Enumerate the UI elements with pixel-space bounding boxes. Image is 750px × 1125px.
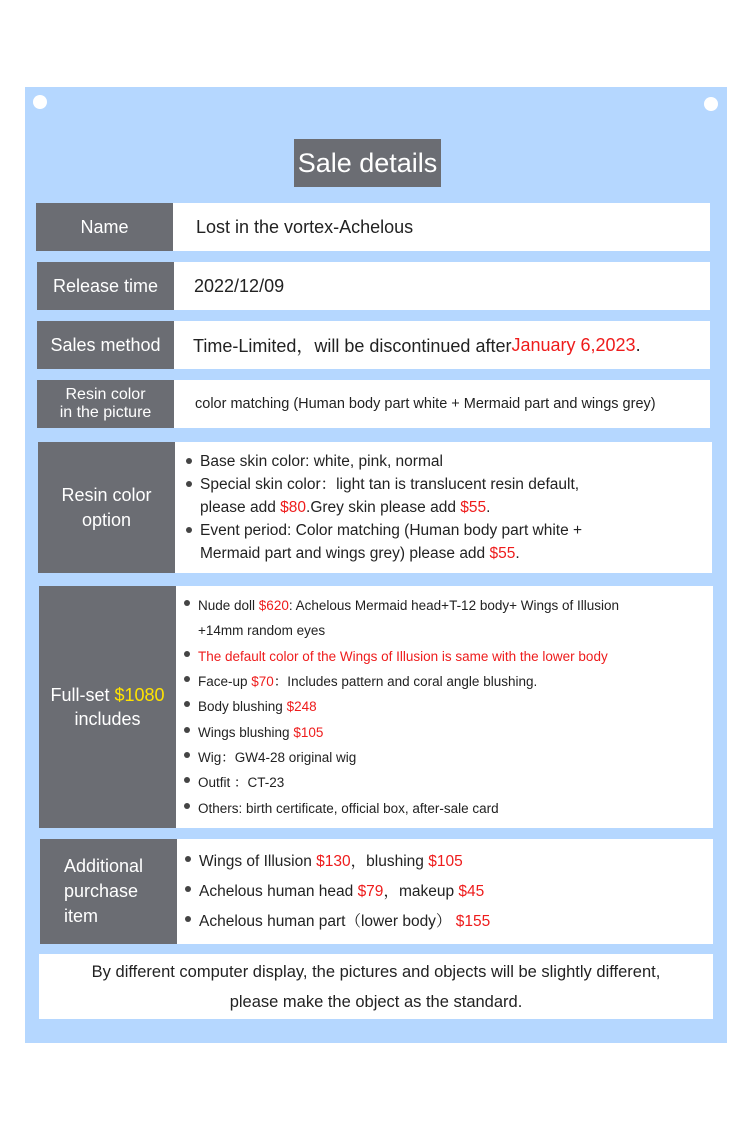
text-segment: ：Includes pattern and coral angle blushing. bbox=[273, 674, 538, 690]
row-additional-purchase bbox=[40, 839, 713, 944]
disclaimer-line2: please make the object as the standard. bbox=[229, 993, 523, 1011]
sales-method-value bbox=[174, 321, 710, 369]
full-set-label-line1 bbox=[50, 683, 164, 707]
corner-dot-left bbox=[33, 95, 47, 109]
row-resin-color-option bbox=[38, 442, 712, 573]
default-color-note: The default color of the Wings of Illusion is same with the lower body bbox=[198, 648, 608, 664]
price: $130 bbox=[316, 852, 351, 870]
text-segment: please add bbox=[200, 499, 281, 516]
event-period-price-line bbox=[200, 542, 582, 565]
list-item bbox=[185, 907, 490, 937]
resin-color-option-list bbox=[186, 450, 582, 565]
full-set-label-line2: includes bbox=[74, 709, 141, 729]
price: $155 bbox=[455, 912, 491, 930]
name-label: Name bbox=[36, 203, 173, 251]
additional-purchase-label-line3: item bbox=[64, 906, 99, 927]
list-item bbox=[186, 473, 582, 519]
row-full-set bbox=[39, 586, 713, 828]
sales-method-label: Sales method bbox=[37, 321, 174, 369]
additional-purchase-label-line2: purchase bbox=[64, 880, 139, 901]
disclaimer-line1: By different computer display, the pictures and objects will be slightly different, bbox=[91, 963, 661, 981]
price: $105 bbox=[428, 852, 463, 870]
price: $45 bbox=[458, 882, 485, 900]
row-sales-method bbox=[37, 321, 710, 369]
release-time-label: Release time bbox=[37, 262, 174, 310]
sales-method-end: . bbox=[635, 334, 641, 355]
text-segment: Achelous human part（lower body） bbox=[199, 912, 456, 930]
resin-color-picture-label bbox=[37, 380, 174, 428]
text-segment: Full-set bbox=[50, 684, 115, 705]
wig-item: Wig：GW4-28 original wig bbox=[198, 749, 357, 765]
name-value: Lost in the vortex-Achelous bbox=[173, 203, 710, 251]
full-set-list bbox=[184, 593, 619, 821]
text-segment: Wings of Illusion bbox=[199, 852, 317, 870]
price: $55 bbox=[460, 499, 487, 516]
special-skin-color: Special skin color：light tan is translucent resin default, bbox=[200, 476, 580, 493]
nude-doll-line bbox=[198, 593, 619, 618]
price: $620 bbox=[258, 598, 289, 614]
full-set-label bbox=[39, 586, 176, 828]
row-release-time bbox=[37, 262, 710, 310]
text-segment: .Grey skin please add bbox=[306, 499, 461, 516]
text-segment: : Achelous Mermaid head+T-12 body+ Wings of Illusion bbox=[288, 598, 620, 614]
resin-color-option-label-line2: option bbox=[81, 509, 132, 530]
others-item: Others: birth certificate, official box, after-sale card bbox=[198, 800, 499, 816]
price: $248 bbox=[286, 699, 317, 715]
sales-method-text: Time-Limited，will be discontinued after bbox=[193, 336, 512, 356]
outfit-item: Outfit ：CT-23 bbox=[198, 775, 285, 791]
nude-doll-line2: +14mm random eyes bbox=[198, 623, 326, 639]
text-segment: ，blushing bbox=[350, 852, 429, 870]
list-item bbox=[184, 745, 619, 770]
additional-purchase-label-line1: Additional bbox=[64, 855, 144, 876]
list-item bbox=[185, 877, 490, 907]
special-skin-price-line bbox=[200, 496, 582, 519]
resin-color-picture-label-line2: in the picture bbox=[59, 404, 152, 421]
row-resin-color-picture bbox=[37, 380, 710, 428]
additional-purchase-label bbox=[40, 839, 177, 944]
additional-purchase-list bbox=[185, 847, 490, 937]
resin-color-picture-value: color matching (Human body part white + Mermaid part and wings grey) bbox=[174, 380, 710, 428]
list-item bbox=[184, 796, 619, 821]
list-item bbox=[184, 593, 619, 644]
release-time-value: 2022/12/09 bbox=[174, 262, 710, 310]
page-title: Sale details bbox=[294, 139, 441, 187]
text-segment: Mermaid part and wings grey) please add bbox=[200, 545, 490, 562]
text-segment: Face-up bbox=[198, 674, 252, 690]
full-set-value bbox=[176, 586, 713, 828]
event-period: Event period: Color matching (Human body part white + bbox=[200, 522, 583, 539]
additional-purchase-value bbox=[177, 839, 713, 944]
list-item bbox=[186, 450, 582, 473]
resin-color-option-label bbox=[38, 442, 175, 573]
sale-details-panel bbox=[25, 87, 727, 1043]
price: $79 bbox=[357, 882, 384, 900]
list-item bbox=[184, 694, 619, 719]
price: $80 bbox=[280, 499, 307, 516]
list-item bbox=[185, 847, 490, 877]
list-item bbox=[184, 644, 619, 669]
text-segment: Body blushing bbox=[198, 699, 287, 715]
list-item bbox=[186, 519, 582, 565]
price: $70 bbox=[251, 674, 274, 690]
row-name bbox=[36, 203, 710, 251]
base-skin-color: Base skin color: white, pink, normal bbox=[200, 453, 443, 470]
text-segment: . bbox=[515, 545, 520, 562]
text-segment: ，makeup bbox=[383, 882, 459, 900]
resin-color-picture-label-line1: Resin color bbox=[65, 385, 146, 403]
text-segment: Wings blushing bbox=[198, 724, 294, 740]
full-set-price: $1080 bbox=[114, 684, 165, 705]
text-segment: . bbox=[486, 499, 491, 516]
text-segment: Achelous human head bbox=[199, 882, 358, 900]
resin-color-option-label-line1: Resin color bbox=[61, 485, 152, 506]
corner-dot-right bbox=[704, 97, 718, 111]
price: $55 bbox=[489, 545, 516, 562]
list-item bbox=[184, 720, 619, 745]
discontinue-date: January 6,2023 bbox=[511, 334, 636, 355]
list-item bbox=[184, 669, 619, 694]
price: $105 bbox=[293, 724, 324, 740]
list-item bbox=[184, 770, 619, 795]
resin-color-option-value bbox=[175, 442, 712, 573]
text-segment: Nude doll bbox=[198, 598, 259, 614]
display-disclaimer bbox=[39, 954, 713, 1019]
